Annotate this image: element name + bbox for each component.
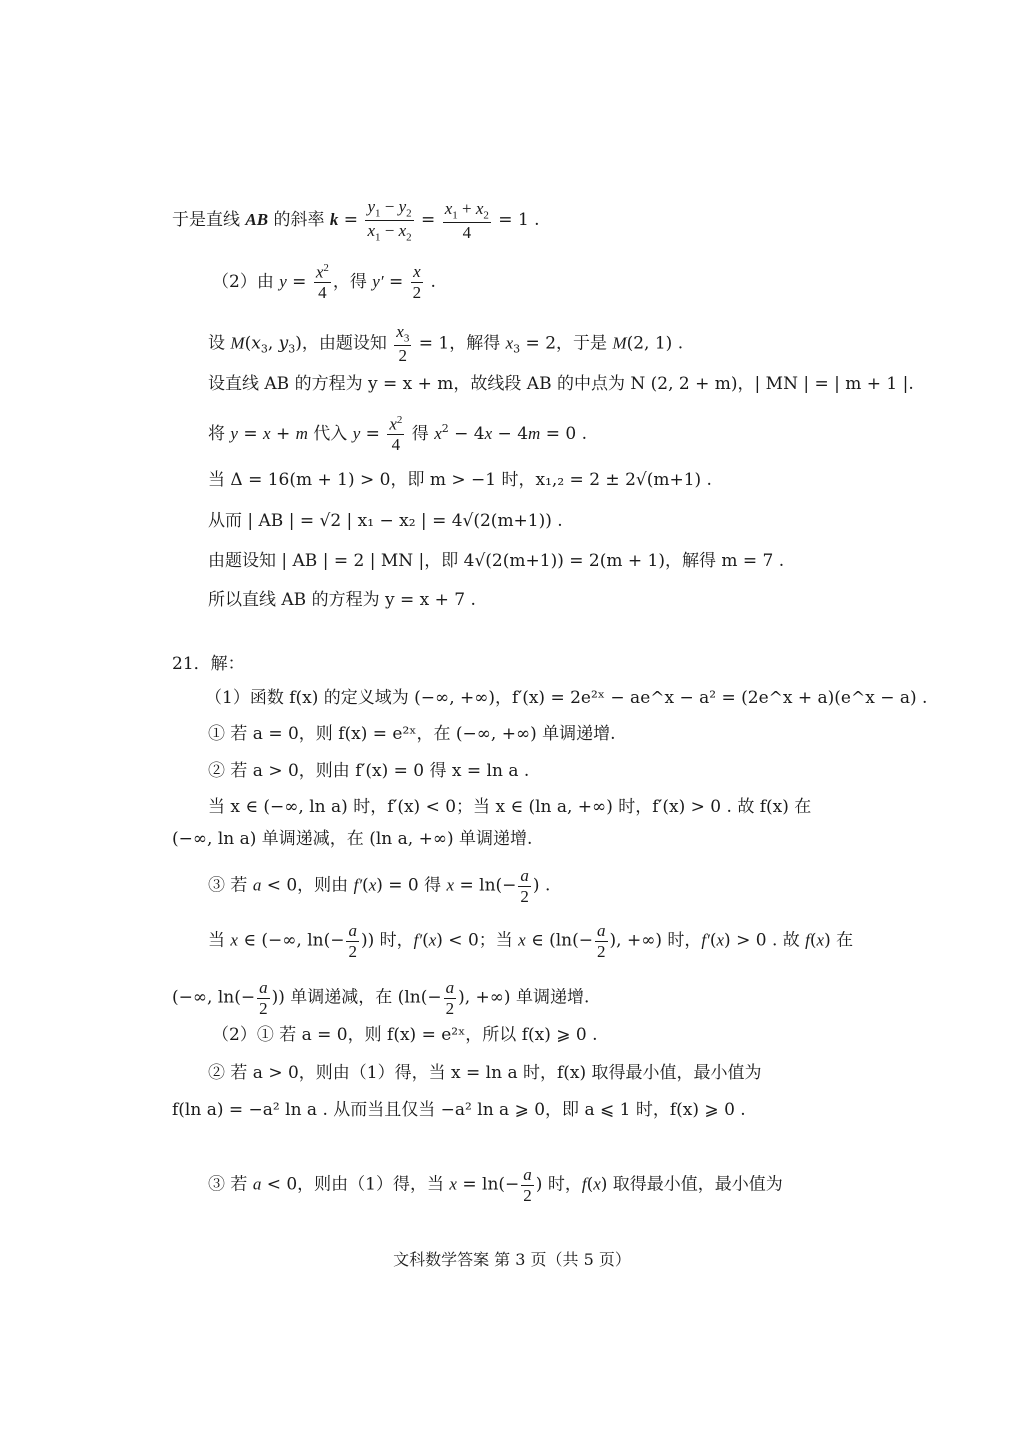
fraction: $\frac{a}{2}$ [597, 921, 606, 961]
text-line: ③ 若 a < 0，则由（1）得，当 x = ln(− $\frac{a}{2}$ ) 时，f(x) 取得最小值，最小值为 [208, 1165, 783, 1205]
question-heading: 21．解： [172, 654, 245, 674]
text-line: 所以直线 AB 的方程为 y = x + 7 . [208, 590, 476, 610]
text-line: 当 Δ = 16(m + 1) > 0，即 m > −1 时，x₁,₂ = 2 ± 2√(m+1) . [208, 470, 712, 490]
text-line: （2）① 若 a = 0，则 f(x) = e²ˣ，所以 f(x) ⩾ 0 . [212, 1025, 598, 1045]
text-line: 设直线 AB 的方程为 y = x + m，故线段 AB 的中点为 N (2, 2 + m)，| MN | = | m + 1 |. [208, 374, 914, 394]
text-line: （1）函数 f(x) 的定义域为 (−∞, +∞)，f′(x) = 2e²ˣ − ae^x − a² = (2e^x + a)(e^x − a) . [205, 688, 928, 708]
fraction: $\frac{a}{2}$ [520, 866, 529, 906]
text-line: ③ 若 a < 0，则由 f′(x) = 0 得 x = ln(− $\frac{a}{2}$ ) . [208, 866, 551, 906]
text-line: ① 若 a = 0，则 f(x) = e²ˣ，在 (−∞, +∞) 单调递增. [208, 724, 616, 744]
text-line: 设 $M(x_3$, $y_3$)，由题设知 $\frac{x_3}{2}$ = 1，解得 $x_3 = 2$，于是 M(2, 1) . [208, 322, 684, 366]
fraction: $\frac{x_3}{2}$ [396, 322, 410, 366]
text-line: (−∞, ln(− $\frac{a}{2}$ )) 单调递减，在 (ln(− $\frac{a}{2}$ ), +∞) 单调递增. [172, 978, 590, 1018]
fraction: $\frac{x}{2}$ [412, 262, 422, 302]
fraction: $\frac{a}{2}$ [445, 978, 455, 1018]
fraction: $\frac{x^2}{4}$ [315, 262, 329, 303]
text-line: （2）由 y = $\frac{x^2}{4}$ ，得 y′ = $\frac{x}{2}$ . [212, 262, 436, 303]
fraction: $\frac{a}{2}$ [259, 978, 268, 1018]
page-footer: 文科数学答案 第 3 页（共 5 页） [393, 1250, 631, 1269]
text-line: 当 x ∈ (−∞, ln(− $\frac{a}{2}$ )) 时，f′(x) < 0；当 x ∈ (ln(− $\frac{a}{2}$ ), +∞) 时，f′(x) > 0 . 故 f(x) 在 [208, 921, 854, 961]
fraction: $\frac{x_1 + x_2}{4}$ [444, 198, 489, 242]
text-line: ② 若 a > 0，则由 f′(x) = 0 得 x = ln a . [208, 761, 530, 781]
text-line: 由题设知 | AB | = 2 | MN |，即 4√(2(m+1)) = 2(m + 1)，解得 m = 7 . [208, 551, 785, 571]
text-line: f(ln a) = −a² ln a . 从而当且仅当 −a² ln a ⩾ 0，即 a ⩽ 1 时，f(x) ⩾ 0 . [172, 1100, 746, 1120]
text-line: (−∞, ln a) 单调递减，在 (ln a, +∞) 单调递增. [172, 829, 533, 849]
fraction: $\frac{a}{2}$ [523, 1165, 532, 1205]
fraction: $\frac{x^2}{4}$ [389, 414, 403, 455]
text-line: 当 x ∈ (−∞, ln a) 时，f′(x) < 0；当 x ∈ (ln a, +∞) 时，f′(x) > 0 . 故 f(x) 在 [208, 797, 812, 817]
fraction: $\frac{y_1 - y_2}{x_1 - x_2}$ [367, 197, 412, 244]
text-line: ② 若 a > 0，则由（1）得，当 x = ln a 时，f(x) 取得最小值，最小值为 [208, 1063, 762, 1083]
fraction: $\frac{a}{2}$ [348, 921, 357, 961]
text-line: 从而 | AB | = √2 | x₁ − x₂ | = 4√(2(m+1)) . [208, 511, 563, 531]
text-line: 于是直线 AB 的斜率 k = $\frac{y_1 - y_2}{x_1 - x_2}$ = $\frac{x_1 + x_2}{4}$ = 1 . [172, 197, 540, 244]
text-line: 将 y = x + m 代入 y = $\frac{x^2}{4}$ 得 $x^2 - 4x - 4m = 0$ . [208, 414, 587, 455]
